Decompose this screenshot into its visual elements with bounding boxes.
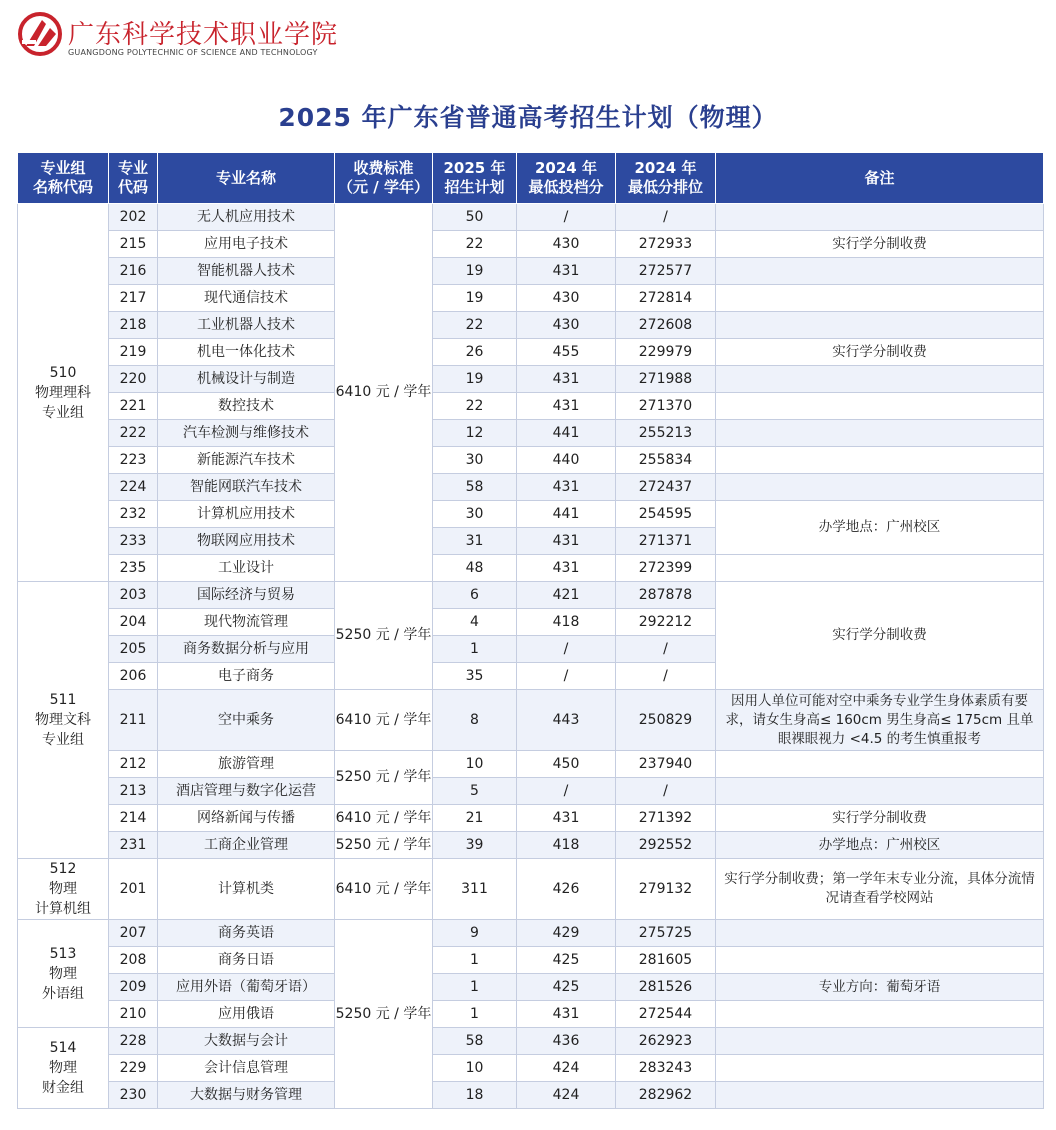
min-score: 431 (517, 474, 616, 501)
plan-count: 6 (433, 582, 517, 609)
major-name: 智能机器人技术 (158, 258, 335, 285)
note-cell (716, 366, 1044, 393)
min-rank: 271370 (616, 393, 716, 420)
min-score: / (517, 204, 616, 231)
min-score: 426 (517, 859, 616, 920)
min-rank: 279132 (616, 859, 716, 920)
header-score: 2024 年 最低投档分 (517, 153, 616, 204)
header-rank: 2024 年 最低分排位 (616, 153, 716, 204)
min-score: 431 (517, 528, 616, 555)
min-rank: 254595 (616, 501, 716, 528)
min-score: 455 (517, 339, 616, 366)
table-row (18, 1028, 1044, 1055)
plan-count: 18 (433, 1082, 517, 1109)
header-plan: 2025 年 招生计划 (433, 153, 517, 204)
note-cell (716, 393, 1044, 420)
plan-count: 26 (433, 339, 517, 366)
table-row (18, 1001, 1044, 1028)
table-row (18, 555, 1044, 582)
min-rank: 272814 (616, 285, 716, 312)
fee-cell: 5250 元 / 学年 (335, 832, 433, 859)
college-logo-icon (16, 10, 64, 58)
min-score: 431 (517, 366, 616, 393)
major-name: 商务日语 (158, 947, 335, 974)
table-row (18, 447, 1044, 474)
fee-cell: 5250 元 / 学年 (335, 582, 433, 690)
note-cell (716, 1055, 1044, 1082)
min-score: 441 (517, 501, 616, 528)
major-code: 208 (109, 947, 158, 974)
plan-count: 58 (433, 1028, 517, 1055)
note-cell (716, 778, 1044, 805)
table-row (18, 474, 1044, 501)
plan-count: 35 (433, 663, 517, 690)
min-score: 424 (517, 1055, 616, 1082)
min-rank: 262923 (616, 1028, 716, 1055)
major-code: 231 (109, 832, 158, 859)
group-cell-511: 511 物理文科 专业组 (18, 582, 109, 859)
plan-count: 19 (433, 258, 517, 285)
major-name: 无人机应用技术 (158, 204, 335, 231)
table-row (18, 231, 1044, 258)
major-name: 汽车检测与维修技术 (158, 420, 335, 447)
table-row (18, 393, 1044, 420)
min-score: 425 (517, 947, 616, 974)
plan-count: 12 (433, 420, 517, 447)
major-code: 205 (109, 636, 158, 663)
major-code: 209 (109, 974, 158, 1001)
plan-count: 30 (433, 447, 517, 474)
table-header-row (18, 153, 1044, 204)
major-name: 大数据与财务管理 (158, 1082, 335, 1109)
page-title: 2025 年广东省普通高考招生计划（物理） (278, 103, 778, 132)
major-name: 会计信息管理 (158, 1055, 335, 1082)
fee-cell: 6410 元 / 学年 (335, 859, 433, 920)
major-name: 大数据与会计 (158, 1028, 335, 1055)
table-row (18, 258, 1044, 285)
college-name-cn: 广东科学技术职业学院 (68, 20, 339, 50)
note-cell: 实行学分制收费；第一学年末专业分流，具体分流情况请查看学校网站 (716, 859, 1044, 920)
min-rank: 271371 (616, 528, 716, 555)
min-rank: / (616, 636, 716, 663)
header-group: 专业组 名称代码 (18, 153, 109, 204)
note-cell: 办学地点：广州校区 (716, 501, 1044, 555)
plan-count: 30 (433, 501, 517, 528)
min-score: 430 (517, 231, 616, 258)
min-rank: 292552 (616, 832, 716, 859)
note-cell: 实行学分制收费 (716, 339, 1044, 366)
major-name: 网络新闻与传播 (158, 805, 335, 832)
min-score: 431 (517, 805, 616, 832)
major-name: 机电一体化技术 (158, 339, 335, 366)
major-code: 207 (109, 920, 158, 947)
table-row (18, 204, 1044, 231)
college-logo (16, 10, 339, 62)
min-rank: 272577 (616, 258, 716, 285)
table-row (18, 947, 1044, 974)
min-rank: 272399 (616, 555, 716, 582)
major-name: 应用电子技术 (158, 231, 335, 258)
min-rank: 237940 (616, 751, 716, 778)
min-score: 421 (517, 582, 616, 609)
min-score: 431 (517, 555, 616, 582)
table-row (18, 920, 1044, 947)
major-name: 电子商务 (158, 663, 335, 690)
min-score: 431 (517, 1001, 616, 1028)
major-code: 235 (109, 555, 158, 582)
header-fee: 收费标准 （元 / 学年） (335, 153, 433, 204)
note-cell: 实行学分制收费 (716, 805, 1044, 832)
min-rank: 229979 (616, 339, 716, 366)
min-rank: 282962 (616, 1082, 716, 1109)
min-rank: / (616, 663, 716, 690)
major-name: 应用俄语 (158, 1001, 335, 1028)
note-cell (716, 312, 1044, 339)
table-row (18, 859, 1044, 920)
table-row (18, 751, 1044, 778)
min-score: / (517, 636, 616, 663)
fee-cell: 6410 元 / 学年 (335, 690, 433, 751)
table-row (18, 805, 1044, 832)
group-cell-512: 512 物理 计算机组 (18, 859, 109, 920)
plan-count: 4 (433, 609, 517, 636)
major-name: 智能网联汽车技术 (158, 474, 335, 501)
note-cell (716, 258, 1044, 285)
note-cell (716, 204, 1044, 231)
plan-count: 48 (433, 555, 517, 582)
major-name: 国际经济与贸易 (158, 582, 335, 609)
note-cell (716, 285, 1044, 312)
min-rank: 271988 (616, 366, 716, 393)
major-code: 228 (109, 1028, 158, 1055)
major-code: 204 (109, 609, 158, 636)
plan-count: 21 (433, 805, 517, 832)
note-cell (716, 1028, 1044, 1055)
note-cell (716, 751, 1044, 778)
major-name: 计算机应用技术 (158, 501, 335, 528)
note-cell (716, 420, 1044, 447)
group-cell-510: 510 物理理科 专业组 (18, 204, 109, 582)
min-score: 441 (517, 420, 616, 447)
major-code: 218 (109, 312, 158, 339)
plan-count: 22 (433, 231, 517, 258)
min-rank: 272544 (616, 1001, 716, 1028)
note-cell: 办学地点：广州校区 (716, 832, 1044, 859)
plan-count: 1 (433, 1001, 517, 1028)
table-row (18, 501, 1044, 528)
min-rank: 272933 (616, 231, 716, 258)
min-score: 443 (517, 690, 616, 751)
min-score: 431 (517, 258, 616, 285)
major-name: 计算机类 (158, 859, 335, 920)
major-name: 机械设计与制造 (158, 366, 335, 393)
note-cell (716, 474, 1044, 501)
plan-count: 10 (433, 751, 517, 778)
min-score: 425 (517, 974, 616, 1001)
min-score: 431 (517, 393, 616, 420)
table-row (18, 339, 1044, 366)
header-name: 专业名称 (158, 153, 335, 204)
min-score: 450 (517, 751, 616, 778)
note-cell (716, 447, 1044, 474)
note-cell: 专业方向：葡萄牙语 (716, 974, 1044, 1001)
plan-count: 19 (433, 366, 517, 393)
fee-cell: 6410 元 / 学年 (335, 204, 433, 582)
plan-count: 5 (433, 778, 517, 805)
major-code: 224 (109, 474, 158, 501)
major-name: 工业设计 (158, 555, 335, 582)
plan-count: 9 (433, 920, 517, 947)
min-score: 418 (517, 609, 616, 636)
major-code: 230 (109, 1082, 158, 1109)
major-code: 233 (109, 528, 158, 555)
min-rank: 250829 (616, 690, 716, 751)
min-score: / (517, 663, 616, 690)
min-rank: 271392 (616, 805, 716, 832)
table-row (18, 582, 1044, 609)
major-code: 206 (109, 663, 158, 690)
note-cell (716, 947, 1044, 974)
min-rank: 281526 (616, 974, 716, 1001)
major-code: 201 (109, 859, 158, 920)
major-code: 212 (109, 751, 158, 778)
major-name: 商务英语 (158, 920, 335, 947)
table-row (18, 1082, 1044, 1109)
major-code: 219 (109, 339, 158, 366)
table-row (18, 312, 1044, 339)
plan-count: 10 (433, 1055, 517, 1082)
note-cell: 因用人单位可能对空中乘务专业学生身体素质有要求，请女生身高≤ 160cm 男生身高≤ 175cm 且单眼裸眼视力 <4.5 的考生慎重报考 (716, 690, 1044, 751)
plan-count: 39 (433, 832, 517, 859)
min-score: / (517, 778, 616, 805)
major-code: 220 (109, 366, 158, 393)
admission-plan-table (17, 152, 1044, 1109)
major-code: 211 (109, 690, 158, 751)
min-rank: 275725 (616, 920, 716, 947)
min-score: 418 (517, 832, 616, 859)
header-code: 专业 代码 (109, 153, 158, 204)
major-code: 221 (109, 393, 158, 420)
major-code: 202 (109, 204, 158, 231)
group-cell-513: 513 物理 外语组 (18, 920, 109, 1028)
min-score: 430 (517, 312, 616, 339)
plan-count: 1 (433, 947, 517, 974)
table-row (18, 285, 1044, 312)
major-name: 工业机器人技术 (158, 312, 335, 339)
major-code: 222 (109, 420, 158, 447)
major-name: 现代通信技术 (158, 285, 335, 312)
min-rank: 272608 (616, 312, 716, 339)
table-row (18, 974, 1044, 1001)
table-row (18, 420, 1044, 447)
note-cell (716, 555, 1044, 582)
min-score: 440 (517, 447, 616, 474)
min-rank: 255213 (616, 420, 716, 447)
plan-count: 22 (433, 393, 517, 420)
min-rank: / (616, 204, 716, 231)
note-cell (716, 1082, 1044, 1109)
table-row (18, 690, 1044, 751)
table-row (18, 778, 1044, 805)
min-score: 429 (517, 920, 616, 947)
major-code: 229 (109, 1055, 158, 1082)
major-code: 210 (109, 1001, 158, 1028)
major-code: 223 (109, 447, 158, 474)
fee-cell: 6410 元 / 学年 (335, 805, 433, 832)
fee-cell: 5250 元 / 学年 (335, 920, 433, 1109)
major-name: 现代物流管理 (158, 609, 335, 636)
plan-count: 1 (433, 636, 517, 663)
major-name: 数控技术 (158, 393, 335, 420)
major-name: 应用外语（葡萄牙语） (158, 974, 335, 1001)
plan-count: 19 (433, 285, 517, 312)
major-code: 215 (109, 231, 158, 258)
min-score: 424 (517, 1082, 616, 1109)
min-score: 430 (517, 285, 616, 312)
fee-cell: 5250 元 / 学年 (335, 751, 433, 805)
note-cell (716, 920, 1044, 947)
group-cell-514: 514 物理 财金组 (18, 1028, 109, 1109)
major-code: 214 (109, 805, 158, 832)
major-code: 213 (109, 778, 158, 805)
major-name: 空中乘务 (158, 690, 335, 751)
college-name-en: GUANGDONG POLYTECHNIC OF SCIENCE AND TECHNOLOGY (68, 48, 318, 57)
min-rank: 281605 (616, 947, 716, 974)
min-rank: 292212 (616, 609, 716, 636)
plan-count: 22 (433, 312, 517, 339)
note-cell: 实行学分制收费 (716, 231, 1044, 258)
major-name: 商务数据分析与应用 (158, 636, 335, 663)
header-note: 备注 (716, 153, 1044, 204)
major-name: 酒店管理与数字化运营 (158, 778, 335, 805)
major-code: 232 (109, 501, 158, 528)
table-row (18, 832, 1044, 859)
plan-count: 8 (433, 690, 517, 751)
plan-count: 31 (433, 528, 517, 555)
note-cell: 实行学分制收费 (716, 582, 1044, 690)
min-rank: / (616, 778, 716, 805)
plan-count: 58 (433, 474, 517, 501)
table-row (18, 366, 1044, 393)
major-code: 203 (109, 582, 158, 609)
min-score: 436 (517, 1028, 616, 1055)
major-name: 物联网应用技术 (158, 528, 335, 555)
min-rank: 287878 (616, 582, 716, 609)
min-rank: 255834 (616, 447, 716, 474)
min-rank: 283243 (616, 1055, 716, 1082)
major-name: 新能源汽车技术 (158, 447, 335, 474)
plan-count: 50 (433, 204, 517, 231)
major-code: 216 (109, 258, 158, 285)
plan-count: 311 (433, 859, 517, 920)
min-rank: 272437 (616, 474, 716, 501)
note-cell (716, 1001, 1044, 1028)
table-row (18, 1055, 1044, 1082)
plan-count: 1 (433, 974, 517, 1001)
major-name: 工商企业管理 (158, 832, 335, 859)
major-code: 217 (109, 285, 158, 312)
major-name: 旅游管理 (158, 751, 335, 778)
